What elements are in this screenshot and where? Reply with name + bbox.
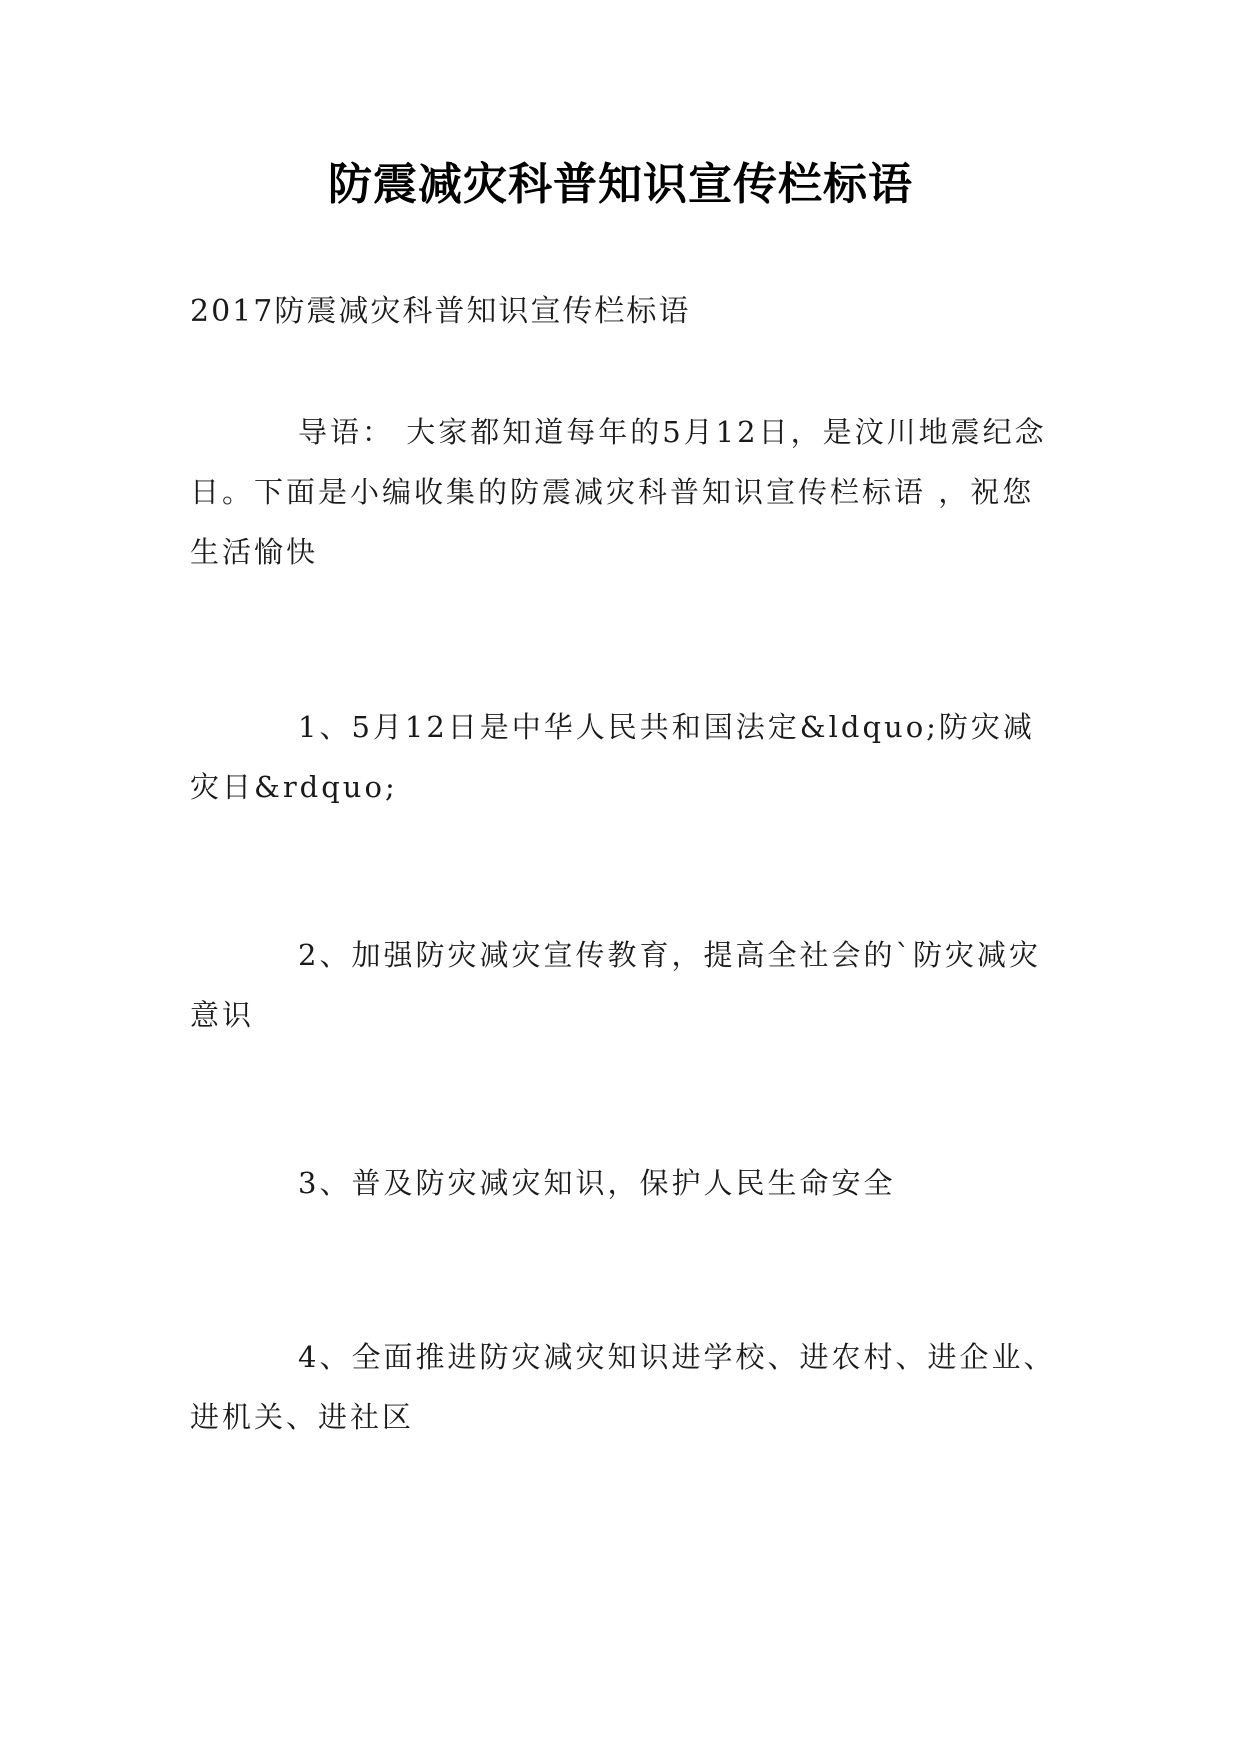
slogan-item-2: 2、加强防灾减灾宣传教育，提高全社会的`防灾减灾意识 [190,938,1041,1032]
intro-paragraph: 导语： 大家都知道每年的5月12日，是汶川地震纪念日。下面是小编收集的防震减灾科普知识宣传栏标语 ，祝您生活愉快 [190,415,1047,569]
document-subtitle: 2017防震减灾科普知识宣传栏标语 [190,294,691,329]
slogan-item-3: 3、普及防灾减灾知识，保护人民生命安全 [298,1166,896,1200]
document-title: 防震减灾科普知识宣传栏标语 [328,159,913,210]
slogan-item-1: 1、5月12日是中华人民共和国法定&ldquo;防灾减灾日&rdquo; [190,710,1035,804]
slogan-item-4: 4、全面推进防灾减灾知识进学校、进农村、进企业、进机关、进社区 [190,1340,1056,1434]
